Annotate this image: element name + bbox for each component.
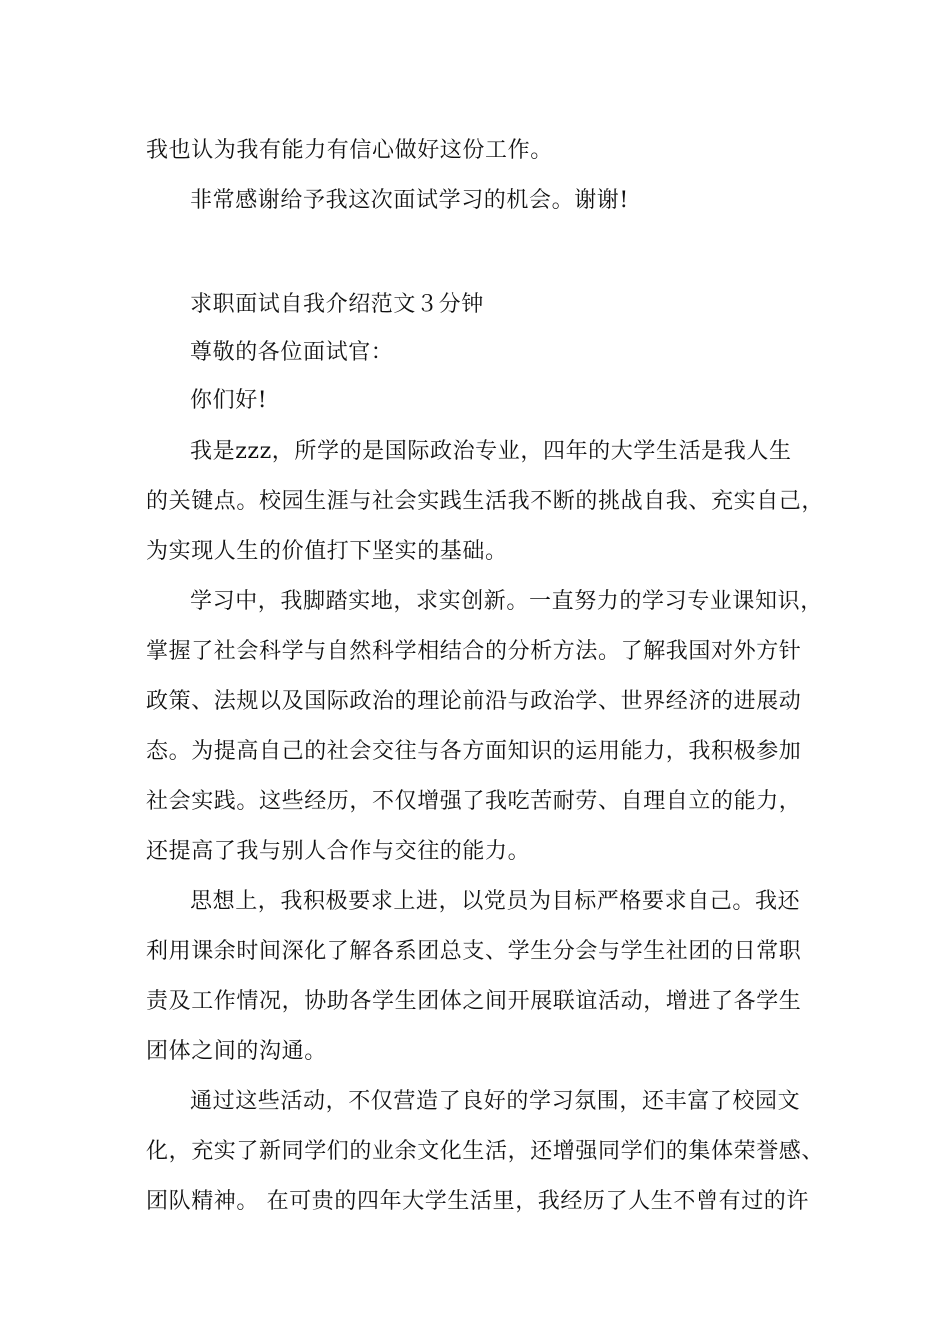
text-line: 还提高了我与别人合作与交往的能力。 [146,839,531,864]
text-line: 责及工作情况，协助各学生团体之间开展联谊活动，增进了各学生 [146,989,802,1014]
text-line: 团队精神。 在可贵的四年大学生活里，我经历了人生不曾有过的许 [146,1189,809,1214]
section-title: 求职面试自我介绍范文３分钟 [190,292,484,317]
text-line: 的关键点。校园生涯与社会实践生活我不断的挑战自我、充实自己， [146,489,825,514]
text-line: 化，充实了新同学们的业余文化生活，还增强同学们的集体荣誉感、 [146,1139,825,1164]
text-line: 为实现人生的价值打下坚实的基础。 [146,539,508,564]
text-line: 掌握了社会科学与自然科学相结合的分析方法。了解我国对外方针 [146,639,802,664]
text-line: 社会实践。这些经历，不仅增强了我吃苦耐劳、自理自立的能力， [146,789,802,814]
text-line: 通过这些活动，不仅营造了良好的学习氛围，还丰富了校园文 [190,1089,801,1114]
text-line: 态。为提高自己的社会交往与各方面知识的运用能力，我积极参加 [146,739,802,764]
salutation: 尊敬的各位面试官： [190,340,394,365]
text-line: 团体之间的沟通。 [146,1039,327,1064]
text-line: 学习中，我脚踏实地，求实创新。一直努力的学习专业课知识， [190,589,823,614]
text-line: 政策、法规以及国际政治的理论前沿与政治学、世界经济的进展动 [146,689,802,714]
text-line: 思想上，我积极要求上进，以党员为目标严格要求自己。我还 [190,889,801,914]
text-line: 非常感谢给予我这次面试学习的机会。谢谢! [190,188,629,213]
greeting: 你们好! [190,388,268,413]
text-line: 我也认为我有能力有信心做好这份工作。 [146,138,553,163]
text-line: 利用课余时间深化了解各系团总支、学生分会与学生社团的日常职 [146,939,802,964]
text-line: 我是zzz，所学的是国际政治专业，四年的大学生活是我人生 [190,439,792,464]
